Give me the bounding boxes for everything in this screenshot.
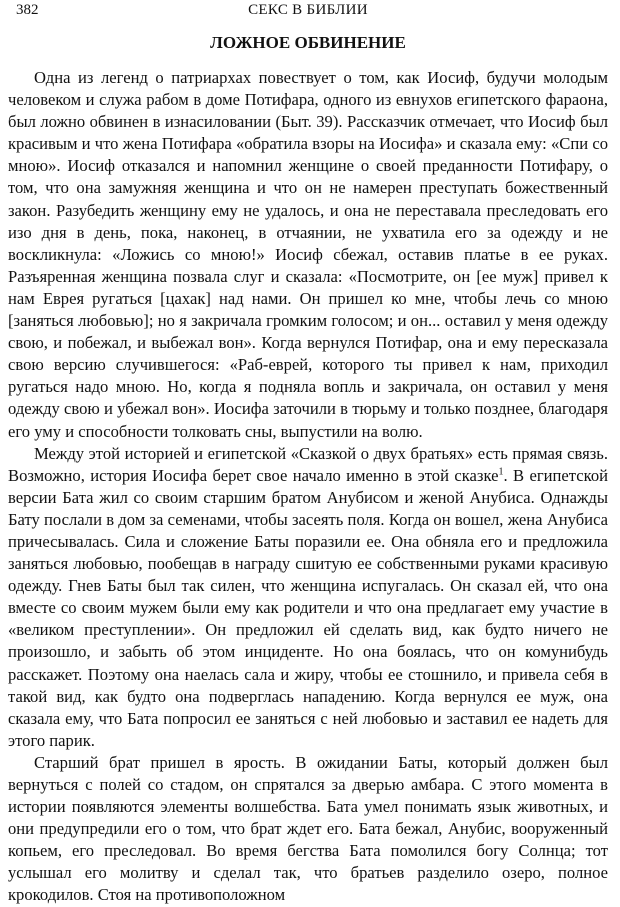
running-head [8,0,608,22]
running-title: СЕКС В БИБЛИИ [248,2,368,18]
body-text [8,67,608,907]
paragraph-2 [8,443,608,752]
paragraph-3: Старший брат пришел в ярость. В ожидании Баты, который должен был вернуться с полей со стадом, он спрятался за дверью амбара. С этого момента в истории появляются элементы волшебства. Бата умел понимать язык животных, и они предупредили его о том, что брат ждет его. Бата бежал, Анубис, вооруженный копьем, его преследовал. Во время бегства Бата помолился богу Солнца; тот услышал его молитву и сделал так, что братьев разделило озеро, полное крокодилов. Стоя на противоположном [8,752,608,905]
page-number: 382 [16,2,39,18]
footnote-reference: 1 [498,466,504,478]
paragraph-2-text-end: . В египетской версии Бата жил со своим старшим братом Анубисом и женой Анубиса. Однажды Бату послали в дом за семенами, чтобы засеять поля. Когда он вошел, жена Анубиса причесывалась. Сила и сложение Баты поразили ее. Она обняла его и предложила заняться любовью, пообещав в награду сшитую ее собственными руками красивую одежду. Гнев Баты был так силен, что женщина испугалась. Он сказал ей, что она вместе со своим мужем были ему как родители и что она предлагает ему участие в «великом преступлении». Он предложил ей сделать вид, как будто ничего не произошло, и забыть об этом инциденте. Но она боялась, что он комунибудь расскажет. Поэтому она наелась сала и жиру, чтобы ее стошнило, и привела себя в такой вид, как будто она подверглась нападению. Когда вернулся ее муж, она сказала ему, что Бата попросил ее заняться с ней любовью и заставил ее надеть для этого парик. [8,465,608,750]
paragraph-1: Одна из легенд о патриархах повествует о том, как Иосиф, будучи молодым человеком и служа рабом в доме Потифара, одного из евнухов египетского фараона, был ложно обвинен в изнасиловании (Быт. 39). Рассказчик отмечает, что Иосиф был красивым и что жена Потифара «обратила взоры на Иосифа» и сказала ему: «Спи со мною». Иосиф отказался и напомнил женщине о своей преданности Потифару, о том, что она замужняя женщина и что он не намерен преступать божественный закон. Разубедить женщину ему не удалось, и она не переставала преследовать его изо дня в день, пока, наконец, в отчаянии, не ухватила его за одежду и не воскликнула: «Ложись со мною!» Иосиф сбежал, оставив платье в ее руках. Разъяренная женщина позвала слуг и сказала: «Посмотрите, он [ее муж] привел к нам Еврея ругаться [цахак] над нами. Он пришел ко мне, чтобы лечь со мною [заняться любовью]; но я закричала громким голосом; и он... оставил у меня одежду свою, и побежал, и выбежал вон». Когда вернулся Потифар, она и ему пересказала свою версию случившегося: «Раб-еврей, которого ты привел к нам, приходил ругаться надо мною. Но, когда я подняла вопль и закричала, он оставил у меня одежду свою и убежал вон». Иосифа заточили в тюрьму и только позднее, благодаря его уму и способности толковать сны, выпустили на волю. [8,68,608,441]
paragraph-2-text-start: Между этой историей и египетской «Сказкой о двух братьях» есть прямая связь. Возможно, история Иосифа берет свое начало именно в этой сказке [8,443,608,485]
section-title: ЛОЖНОЕ ОБВИНЕНИЕ [210,33,406,52]
